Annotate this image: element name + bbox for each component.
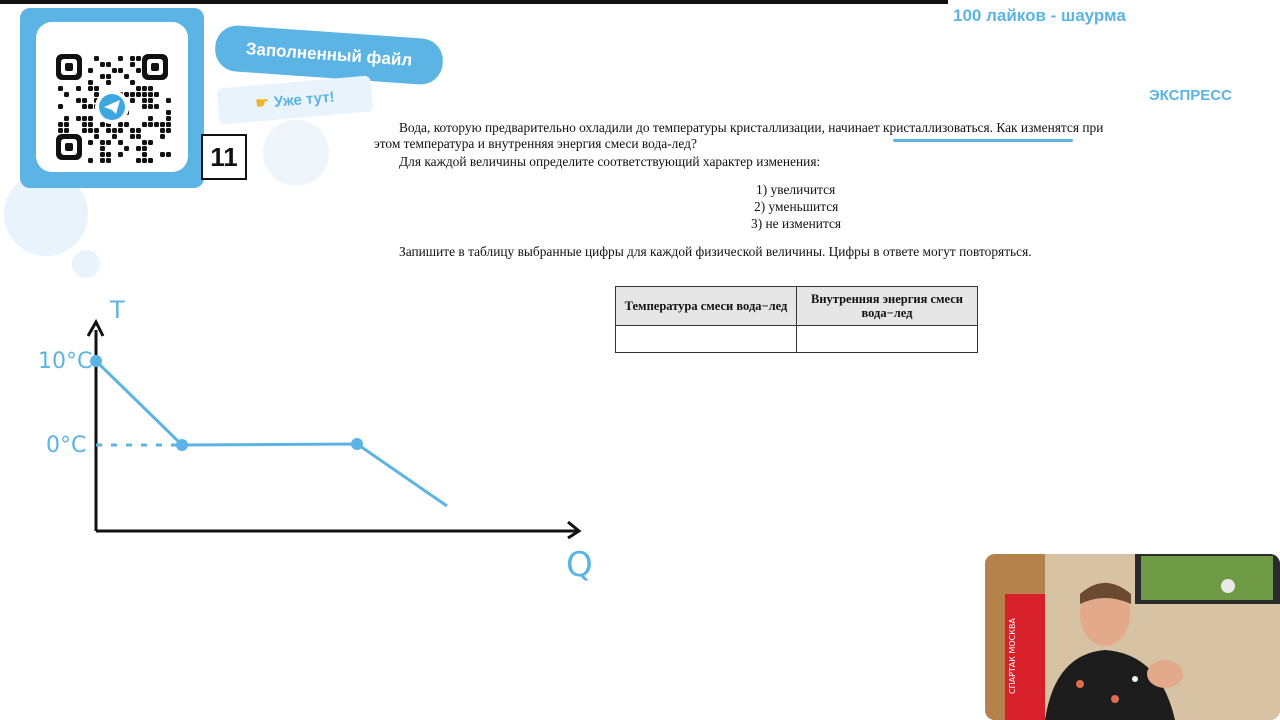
qr-card[interactable] [20,8,204,188]
scarf-text: СПАРТАК МОСКВА [1008,618,1017,694]
answer-table [615,286,978,353]
answer-cell-energy[interactable] [797,326,978,353]
hand-drawn-graph [30,290,620,595]
y-axis-label: T [110,296,125,324]
highlight-underline [893,139,1073,142]
curve-point-freeze-end [351,438,363,450]
x-axis-label: Q [566,545,593,585]
option-3: 3) не изменится [751,216,842,231]
filled-file-link[interactable] [214,24,445,86]
filled-file-label: Заполненный файл [245,39,413,70]
tick-0c: 0°C [46,433,87,458]
top-progress-bar [0,0,948,4]
pointing-hand-icon: ☛ [254,94,270,113]
decor-bubble [263,120,329,186]
already-here-label: Уже тут! [273,88,336,111]
table-header-energy: Внутренняя энергия смеси вода−лед [797,287,978,326]
curve-point-freeze-start [176,439,188,451]
option-1: 1) увеличится [756,182,836,197]
table-header-temperature: Температура смеси вода−лед [616,287,797,326]
webcam-overlay [985,554,1280,720]
question-instruction: Запишите в таблицу выбранные цифры для каждой физической величины. Цифры в ответе могут повторяться. [399,244,1032,259]
qr-code[interactable] [36,22,188,172]
option-2: 2) уменьшится [754,199,839,214]
question-line-2: этом температура и внутренняя энергия смеси вода-лед? [374,136,697,151]
decor-bubble [72,250,100,278]
likes-caption: 100 лайков - шаурма [953,6,1126,25]
answer-cell-temperature[interactable] [616,326,797,353]
already-here-tag [217,75,374,124]
express-badge: ЭКСПРЕСС [1149,87,1232,104]
cooling-curve [96,361,447,506]
tick-10c: 10°C [38,349,93,374]
question-line-1: Вода, которую предварительно охладили до температуры кристаллизации, начинает кристаллизоваться. Как изменятся при [399,120,1104,135]
question-number: 11 [201,134,247,180]
question-line-3: Для каждой величины определите соответствующий характер изменения: [399,154,821,169]
